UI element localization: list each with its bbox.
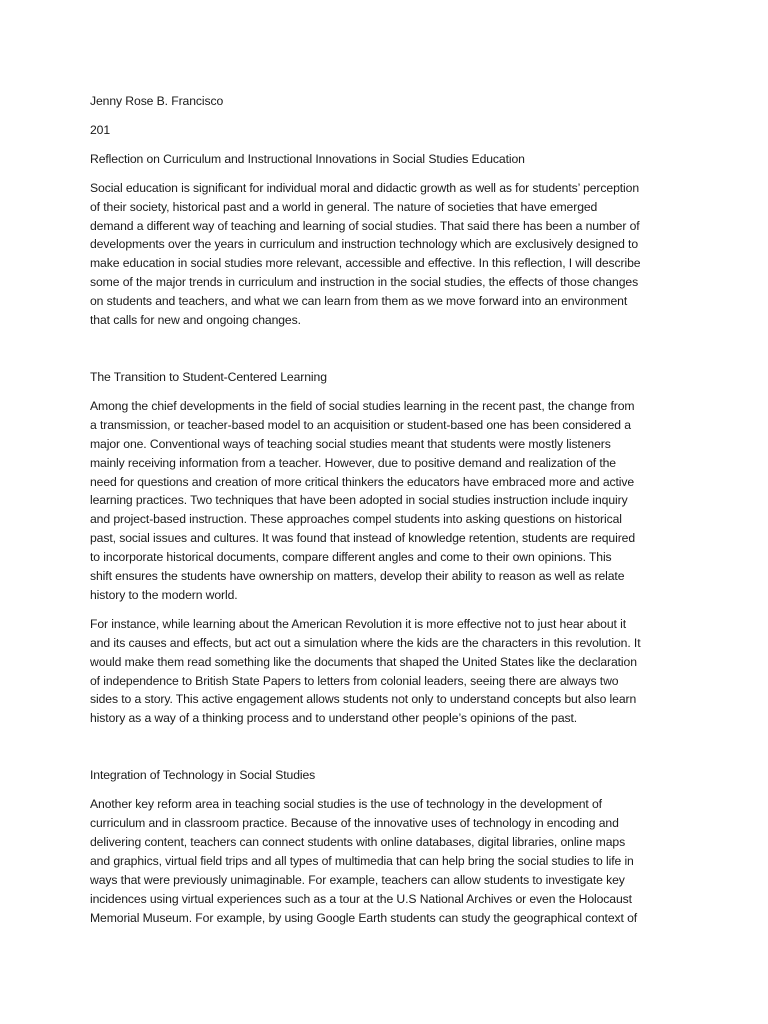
text-line: curriculum and in classroom practice. Because of the innovative uses of technology in encoding and — [90, 816, 619, 831]
text-line: of their society, historical past and a world in general. The nature of societies that have emerged — [90, 199, 598, 214]
author-name: Jenny Rose B. Francisco — [90, 94, 224, 108]
text-line: need for questions and creation of more critical thinkers the educators have embraced more and active — [90, 474, 635, 489]
text-line: and its causes and effects, but act out a simulation where the kids are the characters in this revolution. It — [90, 635, 641, 650]
document-title: Reflection on Curriculum and Instructional Innovations in Social Studies Education — [90, 151, 525, 166]
text-line: demand a different way of teaching and learning of social studies. That said there has been a number of — [90, 218, 640, 233]
text-line: to incorporate historical documents, compare different angles and come to their own opinions. This — [90, 550, 612, 565]
section1-paragraph-1 — [90, 397, 680, 605]
text-line: ways that were previously unimaginable. For example, teachers can allow students to investigate key — [90, 872, 625, 887]
text-line: learning practices. Two techniques that have been adopted in social studies instruction include inquiry — [90, 493, 628, 508]
section-number: 201 — [90, 122, 111, 137]
text-line: Memorial Museum. For example, by using Google Earth students can study the geographical context of — [90, 910, 638, 925]
text-line: and graphics, virtual field trips and all types of multimedia that can help bring the social studies to life in — [90, 853, 634, 868]
text-line: make education in social studies more relevant, accessible and effective. In this reflection, I will describe — [90, 256, 641, 271]
text-line: sides to a story. This active engagement allows students not only to understand concepts but also learn — [90, 692, 637, 707]
text-line: major one. Conventional ways of teaching social studies meant that students were mostly listeners — [90, 436, 611, 451]
text-line: and project-based instruction. These approaches compel students into asking questions on historical — [90, 512, 622, 527]
text-line: incidences using virtual experiences such as a tour at the U.S National Archives or even the Holocaust — [90, 891, 632, 906]
text-line: that calls for new and ongoing changes. — [90, 313, 301, 328]
section-heading-technology: Integration of Technology in Social Studies — [90, 768, 316, 783]
text-line: some of the major trends in curriculum and instruction in the social studies, the effects of those changes — [90, 275, 639, 290]
text-line: of independence to British State Papers to letters from colonial leaders, seeing there are always two — [90, 673, 619, 688]
text-line: on students and teachers, and what we can learn from them as we move forward into an environment — [90, 294, 628, 309]
section2-paragraph-1 — [90, 795, 680, 927]
text-line: Social education is significant for individual moral and didactic growth as well as for students’ perception — [90, 180, 639, 195]
text-line: would make them read something like the documents that shaped the United States like the declaration — [90, 654, 637, 669]
text-line: mainly receiving information from a teacher. However, due to positive demand and realization of the — [90, 455, 616, 470]
section1-paragraph-2 — [90, 615, 680, 728]
text-line: history as a way of a thinking process and to understand other people’s opinions of the past. — [90, 711, 578, 726]
text-line: shift ensures the students have ownership on matters, develop their ability to reason as well as relate — [90, 569, 625, 584]
text-line: Among the chief developments in the field of social studies learning in the recent past, the change from — [90, 398, 635, 413]
text-line: past, social issues and cultures. It was found that instead of knowledge retention, students are required — [90, 531, 636, 546]
text-line: For instance, while learning about the American Revolution it is more effective not to just hear about it — [90, 616, 626, 631]
text-line: delivering content, teachers can connect students with online databases, digital libraries, online maps — [90, 835, 626, 849]
document-page — [90, 92, 680, 938]
text-line: a transmission, or teacher-based model to an acquisition or student-based one has been considered a — [90, 417, 631, 432]
text-line: history to the modern world. — [90, 587, 238, 602]
section-heading-student-centered: The Transition to Student-Centered Learning — [90, 369, 327, 384]
text-line: Another key reform area in teaching social studies is the use of technology in the development of — [90, 797, 602, 812]
text-line: developments over the years in curriculum and instruction technology which are exclusively designed to — [90, 237, 639, 252]
intro-paragraph — [90, 179, 680, 330]
